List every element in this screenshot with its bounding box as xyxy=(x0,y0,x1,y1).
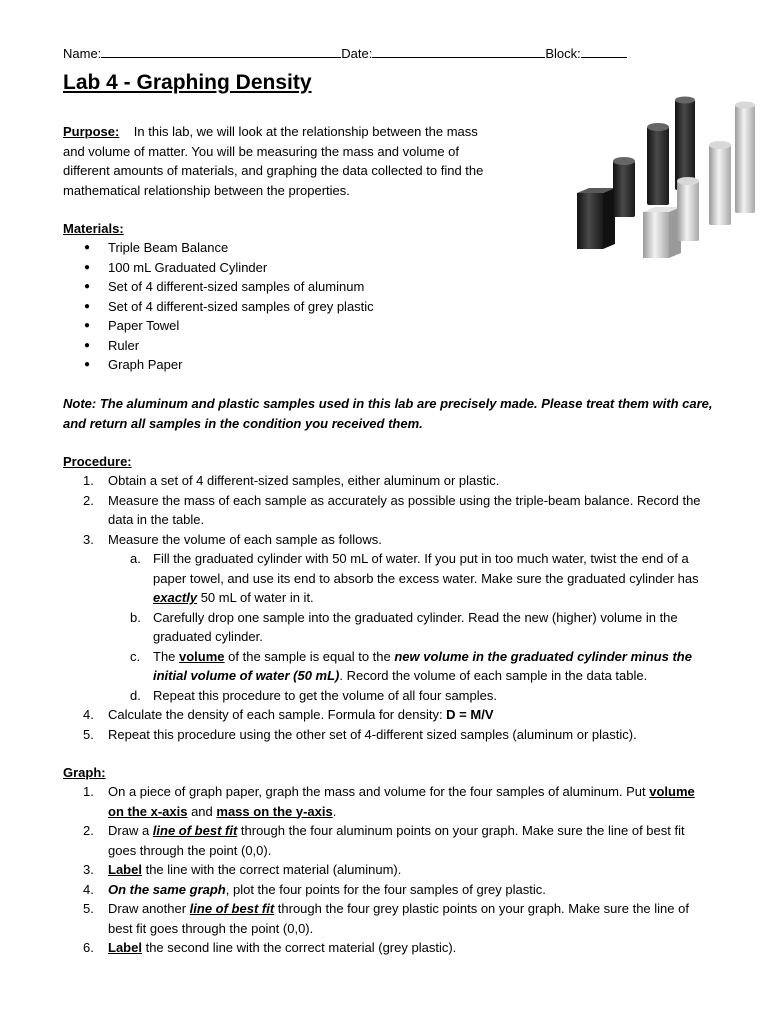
step-text: through the four grey plastic points on your graph. Make sure the line of best fit goes through the point (0,0). xyxy=(108,901,689,936)
student-info-header xyxy=(63,45,627,61)
page-title: Lab 4 - Graphing Density xyxy=(63,71,312,94)
procedure-step-5: 5. Repeat this procedure using the other set of 4-different sized samples (aluminum or plastic). xyxy=(83,726,637,742)
step-emphasis: line of best fit xyxy=(189,901,275,916)
name-label: Name: xyxy=(63,46,102,61)
step-text: The xyxy=(153,648,180,664)
list-item: ● Paper Towel xyxy=(63,316,374,336)
purpose-paragraph xyxy=(63,122,503,200)
step-emphasis: Label xyxy=(108,862,142,877)
materials-heading: Materials: xyxy=(63,221,124,236)
density-formula: D = M/V xyxy=(446,707,494,722)
procedure-heading: Procedure: xyxy=(63,454,132,469)
step-emphasis: Label xyxy=(108,940,142,955)
procedure-step-2: 2. Measure the mass of each sample as accurately as possible using the triple-beam balance. Record the data in the table. xyxy=(83,492,701,527)
step-text: and xyxy=(187,803,217,819)
materials-list xyxy=(63,238,374,375)
step-emphasis: new volume in the graduated cylinder minus the initial volume of water (50 mL) xyxy=(153,648,692,683)
list-item: ● Graph Paper xyxy=(63,355,374,375)
step-text: Repeat this procedure to get the volume of all four samples. xyxy=(153,687,497,703)
step-emphasis: mass on the y-axis xyxy=(216,803,333,819)
step-text: 50 mL of water in it. xyxy=(197,590,314,605)
date-label: Date: xyxy=(341,46,373,61)
step-text: Draw another xyxy=(108,901,190,916)
step-emphasis: volume xyxy=(179,648,225,664)
step-text: . Record the volume of each sample in the data table. xyxy=(339,668,648,683)
procedure-step-3b: b. Carefully drop one sample into the graduated cylinder. Read the new (higher) volume in the graduated cylinder. xyxy=(130,609,678,644)
date-blank[interactable] xyxy=(372,45,545,58)
graph-heading: Graph: xyxy=(63,765,106,780)
step-text: Measure the mass of each sample as accurately as possible using the triple-beam balance. Record the data in the table. xyxy=(108,492,701,527)
procedure-step-3c: c. The volume of the sample is equal to the new volume in the graduated cylinder minus the initial volume of water (50 mL). Record the volume of each sample in the data table. xyxy=(130,648,692,683)
step-text: Measure the volume of each sample as follows. xyxy=(108,531,382,547)
step-text: of the sample is equal to the xyxy=(224,648,395,664)
procedure-step-4: 4. Calculate the density of each sample. Formula for density: D = M/V xyxy=(83,707,494,722)
graph-step-2: 2. Draw a line of best fit through the four aluminum points on your graph. Make sure the line of best fit goes through the point (0,0). xyxy=(83,823,685,858)
graph-step-4: 4. On the same graph, plot the four points for the four samples of grey plastic. xyxy=(83,881,546,897)
name-blank[interactable] xyxy=(101,45,341,58)
step-text: Draw a xyxy=(108,823,153,838)
procedure-step-3a: a. Fill the graduated cylinder with 50 mL of water. If you put in too much water, twist the end of a paper towel, and use its end to absorb the excess water. Make sure the graduated cylinder has exactly 50 mL of water in it. xyxy=(130,551,699,605)
list-item: ● Ruler xyxy=(63,336,374,356)
block-blank[interactable] xyxy=(581,45,627,58)
step-text: Calculate the density of each sample. Formula for density: xyxy=(108,707,447,722)
list-item: ● Triple Beam Balance xyxy=(63,238,374,258)
step-emphasis: line of best fit xyxy=(152,823,238,838)
step-text: the line with the correct material (aluminum). xyxy=(141,862,402,877)
purpose-text: In this lab, we will look at the relationship between the mass and volume of matter. You will be measuring the mass and volume of different amounts of materials, and graphing the data collected to find the mathematical relationship between the properties. xyxy=(63,124,484,198)
step-emphasis: On the same graph xyxy=(108,881,226,897)
step-text: . xyxy=(332,803,337,819)
step-text: the second line with the correct material (grey plastic). xyxy=(141,940,457,955)
step-text: Obtain a set of 4 different-sized samples, either aluminum or plastic. xyxy=(108,473,500,488)
step-text: Carefully drop one sample into the graduated cylinder. Read the new (higher) volume in the graduated cylinder. xyxy=(153,609,678,644)
purpose-label: Purpose: xyxy=(63,124,120,139)
step-text: , plot the four points for the four samples of grey plastic. xyxy=(225,881,546,897)
procedure-step-3d: d. Repeat this procedure to get the volume of all four samples. xyxy=(130,687,497,703)
step-emphasis: exactly xyxy=(153,590,198,605)
step-text: through the four aluminum points on your graph. Make sure the line of best fit goes through the point (0,0). xyxy=(108,823,685,858)
graph-step-1: 1. On a piece of graph paper, graph the mass and volume for the four samples of aluminum. Put volume on the x-axis and mass on the y-axis. xyxy=(83,784,695,819)
block-label: Block: xyxy=(545,46,581,61)
list-item: ● Set of 4 different-sized samples of aluminum xyxy=(63,277,374,297)
step-text: Fill the graduated cylinder with 50 mL of water. If you put in too much water, twist the end of a paper towel, and use its end to absorb the excess water. Make sure the graduated cylinder has xyxy=(153,551,699,586)
procedure-step-3: 3. Measure the volume of each sample as follows. xyxy=(83,531,382,547)
procedure-step-1: 1. Obtain a set of 4 different-sized samples, either aluminum or plastic. xyxy=(83,473,500,488)
list-item: ● 100 mL Graduated Cylinder xyxy=(63,258,374,278)
density-samples-image xyxy=(563,95,768,260)
step-text: Repeat this procedure using the other set of 4-different sized samples (aluminum or plastic). xyxy=(108,726,637,742)
graph-step-3: 3. Label the line with the correct material (aluminum). xyxy=(83,862,402,877)
graph-step-6: 6. Label the second line with the correct material (grey plastic). xyxy=(83,940,457,955)
step-emphasis: volume on the x-axis xyxy=(108,784,695,819)
list-item: ● Set of 4 different-sized samples of grey plastic xyxy=(63,297,374,317)
care-note: Note: The aluminum and plastic samples used in this lab are precisely made. Please treat them with care, and return all samples in the condition you received them. xyxy=(63,396,713,431)
graph-list xyxy=(63,782,713,958)
graph-step-5: 5. Draw another line of best fit through the four grey plastic points on your graph. Make sure the line of best fit goes through the point (0,0). xyxy=(83,901,689,936)
procedure-list xyxy=(63,471,713,744)
step-text: On a piece of graph paper, graph the mass and volume for the four samples of aluminum. Put xyxy=(108,784,650,799)
